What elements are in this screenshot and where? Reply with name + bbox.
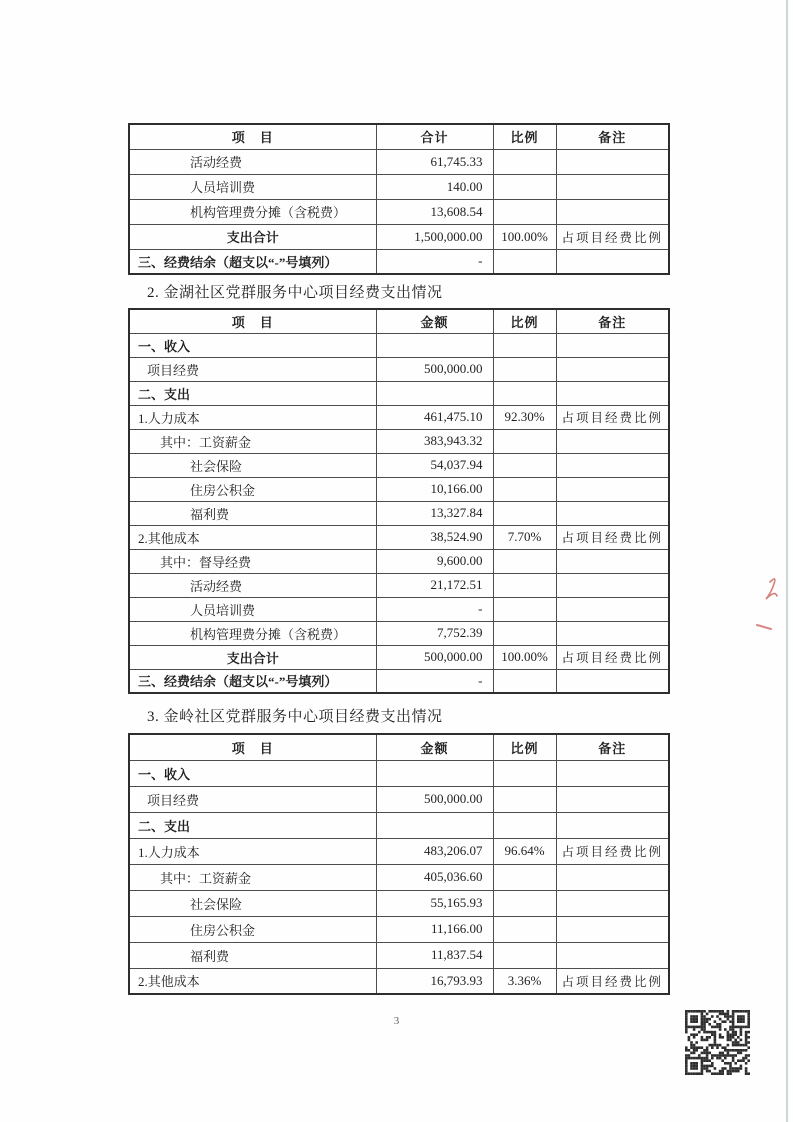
- ratio-cell: [493, 477, 556, 501]
- note-cell: 占项目经费比例: [556, 405, 669, 429]
- table-header-row: [129, 734, 669, 760]
- note-cell: 占项目经费比例: [556, 968, 669, 994]
- item-cell: 机构管理费分摊（含税费）: [129, 199, 376, 224]
- item-cell: 人员培训费: [129, 597, 376, 621]
- col-header-amount: 金额: [376, 734, 493, 760]
- item-cell: 2.其他成本: [129, 968, 376, 994]
- col-header-note: 备注: [556, 734, 669, 760]
- table-row: [129, 429, 669, 453]
- table-row: [129, 453, 669, 477]
- table-row: [129, 916, 669, 942]
- amount-cell: 21,172.51: [376, 573, 493, 597]
- note-cell: [556, 149, 669, 174]
- note-cell: 占项目经费比例: [556, 645, 669, 669]
- table-row: [129, 149, 669, 174]
- ratio-cell: [493, 942, 556, 968]
- item-cell: 福利费: [129, 501, 376, 525]
- ratio-cell: [493, 333, 556, 357]
- note-cell: [556, 597, 669, 621]
- note-cell: [556, 890, 669, 916]
- item-cell: 社会保险: [129, 453, 376, 477]
- qr-code-stamp: [685, 1010, 750, 1075]
- item-cell: 1.人力成本: [129, 405, 376, 429]
- table-row: [129, 786, 669, 812]
- table-row-total: [129, 645, 669, 669]
- ratio-cell: [493, 549, 556, 573]
- amount-cell: 140.00: [376, 174, 493, 199]
- item-cell: 2.其他成本: [129, 525, 376, 549]
- expense-summary-table: [128, 123, 670, 275]
- col-header-ratio: 比例: [493, 124, 556, 149]
- item-cell: 机构管理费分摊（含税费）: [129, 621, 376, 645]
- jinhu-expense-table: [128, 308, 670, 694]
- amount-cell: 13,608.54: [376, 199, 493, 224]
- table-row-balance: [129, 669, 669, 693]
- item-cell: 活动经费: [129, 573, 376, 597]
- amount-cell: [376, 333, 493, 357]
- table-row: [129, 501, 669, 525]
- item-cell: 住房公积金: [129, 916, 376, 942]
- ratio-cell: [493, 812, 556, 838]
- amount-cell: 500,000.00: [376, 786, 493, 812]
- amount-cell: 61,745.33: [376, 149, 493, 174]
- table-row-section: [129, 812, 669, 838]
- col-header-amount: 合计: [376, 124, 493, 149]
- amount-cell: 461,475.10: [376, 405, 493, 429]
- note-cell: 占项目经费比例: [556, 525, 669, 549]
- note-cell: [556, 621, 669, 645]
- item-cell: 其中：督导经费: [129, 549, 376, 573]
- note-cell: [556, 942, 669, 968]
- amount-cell: 7,752.39: [376, 621, 493, 645]
- note-cell: [556, 381, 669, 405]
- ratio-cell: 96.64%: [493, 838, 556, 864]
- table-row: [129, 477, 669, 501]
- item-cell: 社会保险: [129, 890, 376, 916]
- note-cell: [556, 174, 669, 199]
- item-cell: 支出合计: [129, 224, 376, 249]
- amount-cell: 38,524.90: [376, 525, 493, 549]
- table-row: [129, 199, 669, 224]
- col-header-amount: 金额: [376, 309, 493, 333]
- col-header-ratio: 比例: [493, 734, 556, 760]
- note-cell: [556, 501, 669, 525]
- amount-cell: 9,600.00: [376, 549, 493, 573]
- table-row-section: [129, 381, 669, 405]
- item-cell: 三、经费结余（超支以“-”号填列）: [129, 669, 376, 693]
- ratio-cell: [493, 669, 556, 693]
- jinling-expense-table: [128, 733, 670, 995]
- item-cell: 三、经费结余（超支以“-”号填列）: [129, 249, 376, 274]
- table-row: [129, 174, 669, 199]
- table-header-row: [129, 124, 669, 149]
- note-cell: [556, 573, 669, 597]
- ratio-cell: [493, 621, 556, 645]
- amount-cell: 11,166.00: [376, 916, 493, 942]
- ratio-cell: [493, 501, 556, 525]
- amount-cell: [376, 381, 493, 405]
- ratio-cell: 100.00%: [493, 645, 556, 669]
- item-cell: 人员培训费: [129, 174, 376, 199]
- ratio-cell: [493, 760, 556, 786]
- ratio-cell: [493, 199, 556, 224]
- item-cell: 活动经费: [129, 149, 376, 174]
- note-cell: [556, 199, 669, 224]
- note-cell: [556, 333, 669, 357]
- table-row-total: [129, 224, 669, 249]
- note-cell: [556, 786, 669, 812]
- item-cell: 其中：工资薪金: [129, 864, 376, 890]
- note-cell: [556, 549, 669, 573]
- amount-cell: 54,037.94: [376, 453, 493, 477]
- note-cell: [556, 669, 669, 693]
- table-row: [129, 864, 669, 890]
- amount-cell: [376, 760, 493, 786]
- ratio-cell: 92.30%: [493, 405, 556, 429]
- note-cell: [556, 916, 669, 942]
- item-cell: 二、支出: [129, 812, 376, 838]
- item-cell: 一、收入: [129, 333, 376, 357]
- item-cell: 1.人力成本: [129, 838, 376, 864]
- amount-cell: 1,500,000.00: [376, 224, 493, 249]
- ratio-cell: [493, 597, 556, 621]
- ratio-cell: [493, 916, 556, 942]
- amount-cell: 11,837.54: [376, 942, 493, 968]
- amount-cell: -: [376, 249, 493, 274]
- item-cell: 二、支出: [129, 381, 376, 405]
- ratio-cell: 7.70%: [493, 525, 556, 549]
- note-cell: 占项目经费比例: [556, 838, 669, 864]
- col-header-item: 项 目: [129, 124, 376, 149]
- item-cell: 福利费: [129, 942, 376, 968]
- item-cell: 项目经费: [129, 786, 376, 812]
- table-row-section: [129, 760, 669, 786]
- table-row: [129, 573, 669, 597]
- ratio-cell: [493, 149, 556, 174]
- ratio-cell: [493, 864, 556, 890]
- red-pen-marks-icon: [748, 566, 790, 638]
- amount-cell: 383,943.32: [376, 429, 493, 453]
- note-cell: [556, 760, 669, 786]
- ratio-cell: [493, 381, 556, 405]
- table-row: [129, 890, 669, 916]
- amount-cell: 405,036.60: [376, 864, 493, 890]
- item-cell: 其中：工资薪金: [129, 429, 376, 453]
- amount-cell: 500,000.00: [376, 357, 493, 381]
- col-header-item: 项 目: [129, 309, 376, 333]
- table-row: [129, 838, 669, 864]
- section-heading-jinhu: 2. 金湖社区党群服务中心项目经费支出情况: [147, 285, 443, 301]
- table-row-balance: [129, 249, 669, 274]
- ratio-cell: 3.36%: [493, 968, 556, 994]
- amount-cell: 13,327.84: [376, 501, 493, 525]
- amount-cell: 500,000.00: [376, 645, 493, 669]
- ratio-cell: [493, 453, 556, 477]
- table-row: [129, 405, 669, 429]
- table-row: [129, 357, 669, 381]
- item-cell: 支出合计: [129, 645, 376, 669]
- ratio-cell: [493, 573, 556, 597]
- table-row: [129, 942, 669, 968]
- col-header-note: 备注: [556, 124, 669, 149]
- amount-cell: -: [376, 597, 493, 621]
- ratio-cell: [493, 786, 556, 812]
- amount-cell: -: [376, 669, 493, 693]
- table-row-section: [129, 333, 669, 357]
- col-header-note: 备注: [556, 309, 669, 333]
- table-header-row: [129, 309, 669, 333]
- ratio-cell: [493, 174, 556, 199]
- note-cell: [556, 864, 669, 890]
- section-heading-jinling: 3. 金岭社区党群服务中心项目经费支出情况: [147, 709, 443, 725]
- note-cell: [556, 477, 669, 501]
- table-row: [129, 549, 669, 573]
- note-cell: [556, 453, 669, 477]
- note-cell: [556, 357, 669, 381]
- amount-cell: 483,206.07: [376, 838, 493, 864]
- page-number: 3: [393, 1015, 400, 1027]
- item-cell: 住房公积金: [129, 477, 376, 501]
- table-row: [129, 597, 669, 621]
- amount-cell: [376, 812, 493, 838]
- amount-cell: 10,166.00: [376, 477, 493, 501]
- ratio-cell: 100.00%: [493, 224, 556, 249]
- amount-cell: 16,793.93: [376, 968, 493, 994]
- col-header-ratio: 比例: [493, 309, 556, 333]
- table-row: [129, 525, 669, 549]
- ratio-cell: [493, 429, 556, 453]
- table-row: [129, 968, 669, 994]
- ratio-cell: [493, 890, 556, 916]
- note-cell: 占项目经费比例: [556, 224, 669, 249]
- item-cell: 一、收入: [129, 760, 376, 786]
- ratio-cell: [493, 357, 556, 381]
- col-header-item: 项 目: [129, 734, 376, 760]
- scan-edge-line: [786, 0, 788, 1122]
- table-row: [129, 621, 669, 645]
- amount-cell: 55,165.93: [376, 890, 493, 916]
- item-cell: 项目经费: [129, 357, 376, 381]
- ratio-cell: [493, 249, 556, 274]
- note-cell: [556, 249, 669, 274]
- note-cell: [556, 429, 669, 453]
- note-cell: [556, 812, 669, 838]
